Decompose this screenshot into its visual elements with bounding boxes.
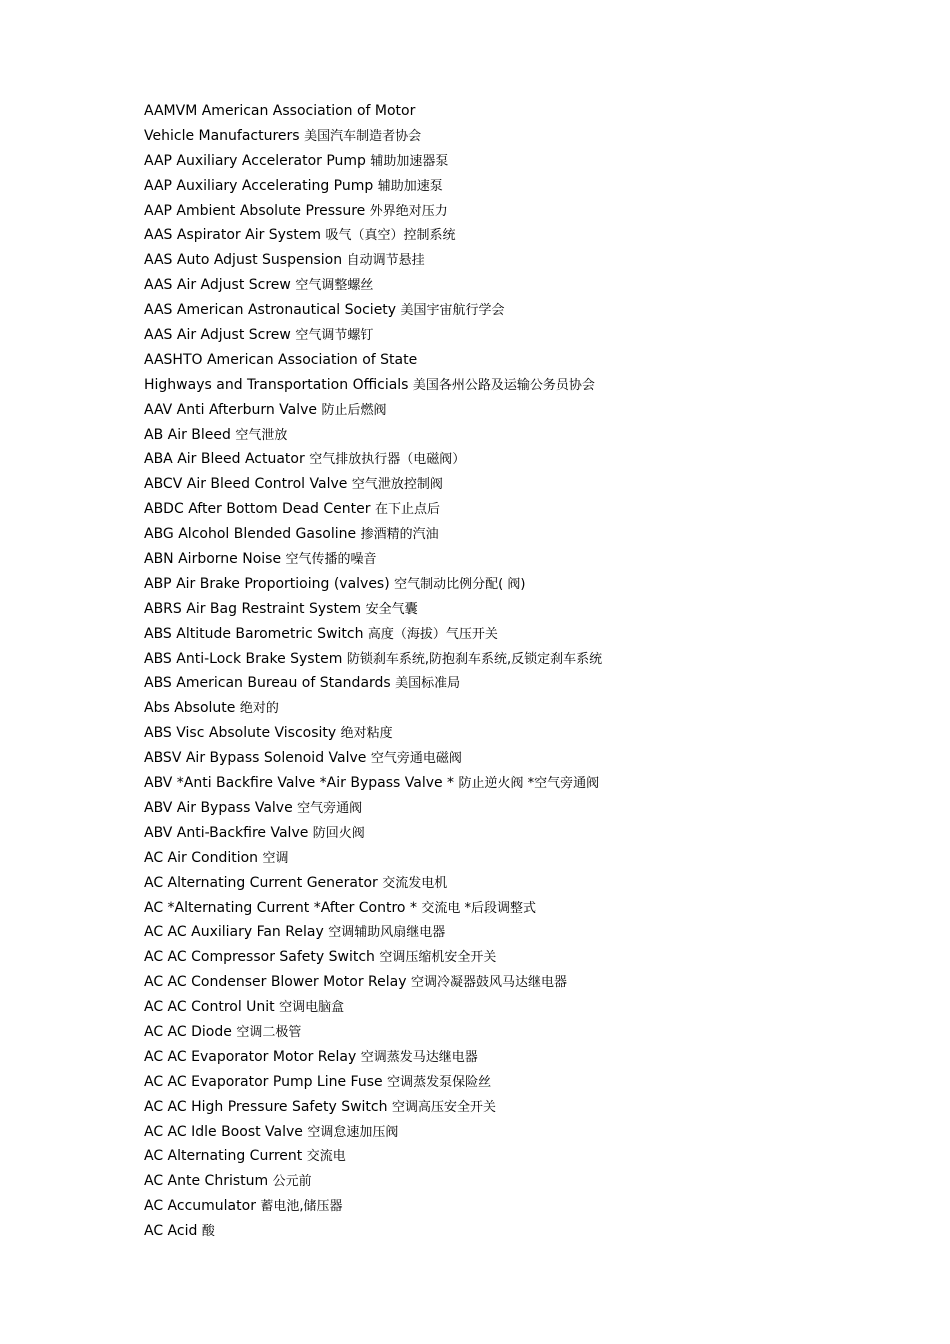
entry-translation: 防止后燃阀	[321, 402, 387, 418]
glossary-entry	[144, 871, 602, 896]
glossary-entry	[144, 99, 602, 124]
entry-term: ABDC After Bottom Dead Center	[144, 501, 371, 518]
entry-translation: 自动调节悬挂	[346, 253, 425, 269]
glossary-entry	[144, 796, 602, 821]
glossary-entry	[144, 1020, 602, 1045]
glossary-entry	[144, 746, 602, 771]
entry-translation: 空气调节螺钉	[295, 328, 374, 344]
glossary-entry	[144, 1194, 602, 1219]
entry-term: ABSV Air Bypass Solenoid Valve	[144, 750, 367, 767]
glossary-entry	[144, 398, 602, 423]
glossary-entry	[144, 472, 602, 497]
entry-translation: 空调怠速加压阀	[307, 1124, 399, 1140]
entry-term: AC *Alternating Current *After Contro *	[144, 899, 417, 916]
entry-term: ABV *Anti Backfire Valve *Air Bypass Valve *	[144, 775, 455, 792]
entry-term: AC Alternating Current	[144, 1148, 303, 1165]
glossary-entry	[144, 373, 602, 398]
entry-term: AAV Anti Afterburn Valve	[144, 401, 318, 418]
entry-translation: 空调高压安全开关	[391, 1099, 496, 1115]
entry-term: ABCV Air Bleed Control Valve	[144, 476, 348, 493]
glossary-entry	[144, 1045, 602, 1070]
entry-translation: 空气泄放控制阀	[351, 477, 443, 493]
entry-term: ABV Anti-Backfire Valve	[144, 824, 309, 841]
entry-translation: 高度（海拔）气压开关	[367, 626, 498, 642]
entry-translation: 在下止点后	[374, 502, 440, 518]
entry-translation: 空气调整螺丝	[295, 278, 374, 294]
glossary-entry	[144, 423, 602, 448]
glossary-entry	[144, 920, 602, 945]
entry-translation: 防锁刹车系统,防抱刹车系统,反锁定刹车系统	[346, 651, 603, 667]
glossary-entry	[144, 572, 602, 597]
glossary-entry	[144, 124, 602, 149]
entry-translation: 美国汽车制造者协会	[304, 128, 422, 144]
entry-term: AC Accumulator	[144, 1198, 256, 1215]
glossary-entry	[144, 447, 602, 472]
entry-translation: 外界绝对压力	[369, 203, 448, 219]
glossary-entry	[144, 771, 602, 796]
glossary-entry	[144, 348, 602, 373]
entry-term: AAS Air Adjust Screw	[144, 327, 291, 344]
entry-term: AAMVM American Association of Motor	[144, 103, 416, 119]
glossary-entry	[144, 896, 602, 921]
glossary-entry	[144, 1219, 602, 1244]
entry-term: AC AC Compressor Safety Switch	[144, 949, 375, 966]
glossary-entry	[144, 1169, 602, 1194]
entry-translation: 空调压缩机安全开关	[379, 950, 497, 966]
entry-translation: 美国各州公路及运输公务员协会	[412, 377, 595, 393]
entry-term: AC AC Condenser Blower Motor Relay	[144, 974, 407, 991]
entry-translation: 防回火阀	[312, 825, 365, 841]
entry-term: AAS Air Adjust Screw	[144, 277, 291, 294]
glossary-entry	[144, 597, 602, 622]
entry-term: ABP Air Brake Proportioing (valves)	[144, 575, 390, 592]
entry-translation: 空气传播的噪音	[285, 552, 377, 568]
entry-term: AC AC Auxiliary Fan Relay	[144, 924, 324, 941]
entry-term: AAP Ambient Absolute Pressure	[144, 202, 366, 219]
glossary-entry	[144, 821, 602, 846]
entry-translation: 美国宇宙航行学会	[400, 303, 505, 319]
entry-term: AC Acid	[144, 1223, 198, 1240]
entry-term: AC AC Control Unit	[144, 999, 275, 1016]
glossary-entry	[144, 149, 602, 174]
glossary-entry	[144, 945, 602, 970]
glossary-entry	[144, 671, 602, 696]
entry-translation: 空调	[262, 850, 289, 866]
entry-translation: 酸	[201, 1224, 215, 1240]
entry-term: AC Alternating Current Generator	[144, 874, 378, 891]
glossary-entry	[144, 223, 602, 248]
entry-translation: 公元前	[272, 1174, 312, 1190]
entry-term: Abs Absolute	[144, 700, 236, 717]
entry-translation: 吸气（真空）控制系统	[325, 228, 456, 244]
entry-translation: 交流发电机	[382, 875, 448, 891]
entry-term: ABS American Bureau of Standards	[144, 675, 391, 692]
entry-term: AC AC Evaporator Motor Relay	[144, 1048, 357, 1065]
entry-term: Highways and Transportation Officials	[144, 376, 409, 393]
entry-term: AAP Auxiliary Accelerator Pump	[144, 152, 366, 169]
glossary-entry	[144, 1070, 602, 1095]
entry-term: AAP Auxiliary Accelerating Pump	[144, 177, 374, 194]
entry-translation: 绝对粘度	[340, 726, 393, 742]
entry-translation: 辅助加速器泵	[370, 153, 449, 169]
glossary-list	[144, 99, 602, 1244]
entry-term: ABA Air Bleed Actuator	[144, 451, 305, 468]
entry-translation: 空调蒸发泵保险丝	[387, 1074, 492, 1090]
glossary-entry	[144, 248, 602, 273]
glossary-entry	[144, 846, 602, 871]
entry-translation: 安全气囊	[365, 601, 418, 617]
glossary-entry	[144, 199, 602, 224]
entry-term: AB Air Bleed	[144, 426, 231, 443]
entry-translation: 空气旁通阀	[297, 800, 363, 816]
entry-term: ABS Anti-Lock Brake System	[144, 650, 343, 667]
entry-term: AC Air Condition	[144, 849, 259, 866]
entry-translation: 掺酒精的汽油	[360, 527, 439, 543]
entry-translation: 空调辅助风扇继电器	[328, 925, 446, 941]
entry-term: AASHTO American Association of State	[144, 351, 418, 368]
entry-translation: 交流电	[306, 1149, 346, 1165]
glossary-entry	[144, 1120, 602, 1145]
entry-translation: 交流电 *后段调整式	[421, 900, 537, 916]
entry-translation: 空调冷凝器鼓风马达继电器	[410, 975, 567, 991]
glossary-entry	[144, 174, 602, 199]
entry-term: AC Ante Christum	[144, 1173, 269, 1190]
glossary-entry	[144, 497, 602, 522]
entry-term: AAS American Astronautical Society	[144, 302, 397, 319]
glossary-entry	[144, 970, 602, 995]
entry-translation: 空气旁通电磁阀	[370, 751, 462, 767]
entry-term: ABN Airborne Noise	[144, 551, 282, 568]
glossary-entry	[144, 298, 602, 323]
entry-translation: 空调蒸发马达继电器	[360, 1049, 478, 1065]
entry-translation: 空调二极管	[236, 1024, 302, 1040]
glossary-entry	[144, 547, 602, 572]
entry-translation: 防止逆火阀 *空气旁通阀	[458, 776, 600, 792]
glossary-entry	[144, 273, 602, 298]
entry-translation: 绝对的	[239, 701, 279, 717]
entry-term: AC AC Evaporator Pump Line Fuse	[144, 1073, 383, 1090]
entry-translation: 辅助加速泵	[377, 178, 443, 194]
glossary-entry	[144, 622, 602, 647]
entry-translation: 空气排放执行器（电磁阀）	[309, 452, 466, 468]
entry-term: AAS Aspirator Air System	[144, 227, 322, 244]
entry-translation: 空气制动比例分配( 阀)	[394, 576, 526, 592]
entry-translation: 美国标准局	[395, 676, 461, 692]
glossary-entry	[144, 1144, 602, 1169]
entry-translation: 蓄电池,储压器	[260, 1199, 343, 1215]
glossary-entry	[144, 323, 602, 348]
glossary-entry	[144, 995, 602, 1020]
entry-term: AC AC Diode	[144, 1023, 232, 1040]
entry-term: Vehicle Manufacturers	[144, 127, 300, 144]
glossary-entry	[144, 721, 602, 746]
entry-translation: 空调电脑盒	[279, 1000, 345, 1016]
entry-term: AC AC Idle Boost Valve	[144, 1123, 303, 1140]
entry-term: ABRS Air Bag Restraint System	[144, 600, 362, 617]
glossary-entry	[144, 522, 602, 547]
entry-term: AAS Auto Adjust Suspension	[144, 252, 343, 269]
glossary-entry	[144, 1095, 602, 1120]
entry-term: ABS Altitude Barometric Switch	[144, 625, 364, 642]
glossary-entry	[144, 647, 602, 672]
entry-translation: 空气泄放	[235, 427, 288, 443]
entry-term: ABG Alcohol Blended Gasoline	[144, 526, 357, 543]
entry-term: AC AC High Pressure Safety Switch	[144, 1098, 388, 1115]
entry-term: ABS Visc Absolute Viscosity	[144, 725, 337, 742]
glossary-entry	[144, 696, 602, 721]
entry-term: ABV Air Bypass Valve	[144, 799, 293, 816]
